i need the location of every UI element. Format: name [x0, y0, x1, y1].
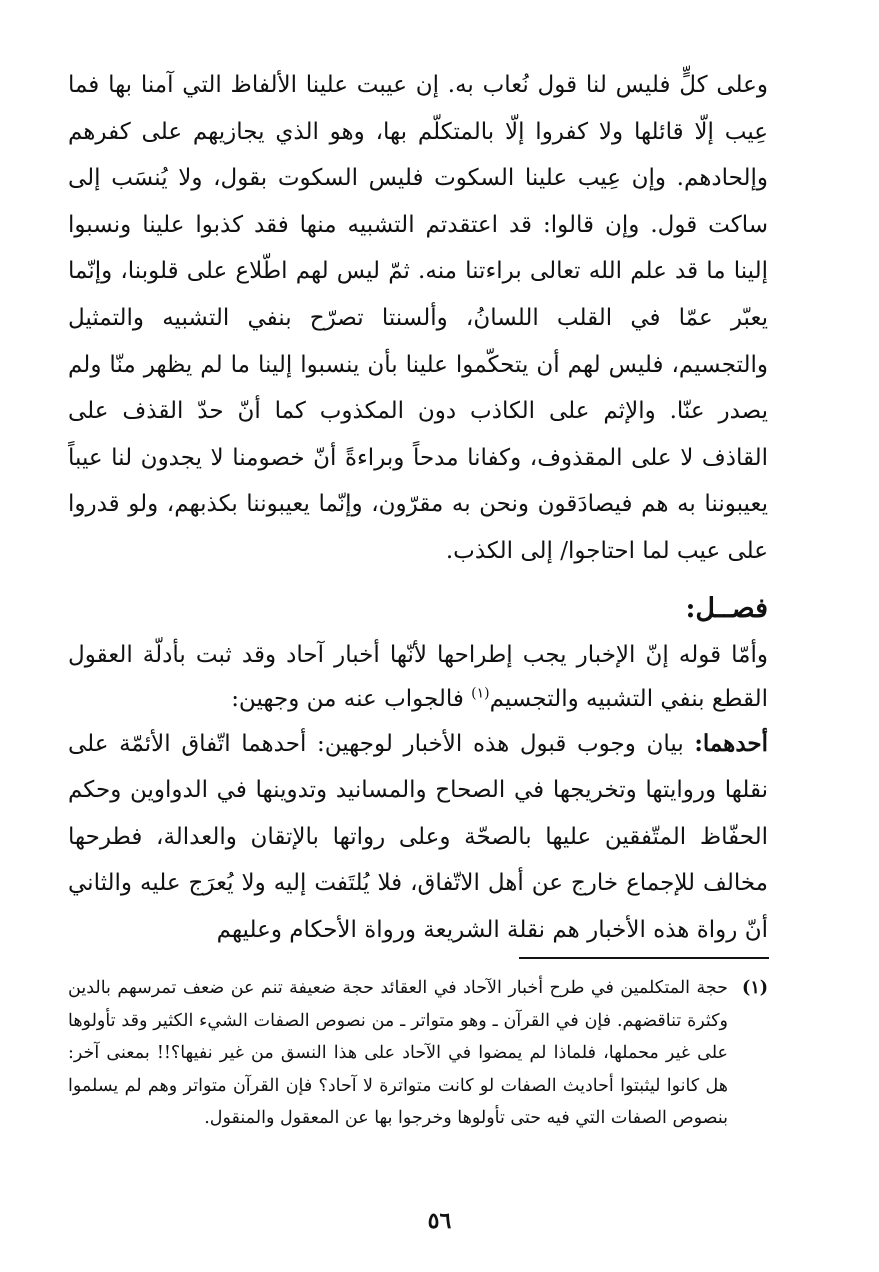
first-point-text: بيان وجوب قبول هذه الأخبار لوجهين: أحدهما اتّفاق الأئمّة على نقلها وروايتها وتخريجها في الصحاح والمسانيد وتدوينها في الدواوين وحكم الحفّاظ المتّفقين عليها بالصحّة وعلى رواتها بالإتقان والعدالة، فطرحها مخالف للإجماع خارج عن أهل الاتّفاق، فلا يُلتَفت إليه ولا يُعرَج عليه والثاني أنّ رواة هذه الأخبار هم نقلة الشريعة ورواة الأحكام وعليهم: [68, 730, 768, 943]
footnotes: [68, 972, 768, 1135]
section-intro-paragraph: [68, 633, 768, 721]
section-intro-text: وأمّا قوله إنّ الإخبار يجب إطراحها لأنّها أخبار آحاد وقد ثبت بأدلّة العقول القطع بنفي التشبيه والتجسيم: [68, 641, 768, 712]
section-intro-answer: فالجواب عنه من وجهين:: [231, 685, 472, 712]
footnote-divider: [519, 957, 769, 959]
paragraph-1: وعلى كلٍّ فليس لنا قول نُعاب به. إن عيبت علينا الألفاظ التي آمنا بها فما عِيب إلّا قائلها ولا كفروا إلّا بالمتكلّم بها، وهو الذي يجازيهم على كفرهم وإلحادهم. وإن عِيب علينا السكوت فليس السكوت بقول، ولا يُنسَب إلى ساكت قول. وإن قالوا: قد اعتقدتم التشبيه منها فقد كذبوا علينا ونسبوا إلينا ما قد علم الله تعالى براءتنا منه. ثمّ ليس لهم اطّلاع على قلوبنا، وإنّما يعبّر عمّا في القلب اللسانُ، وألسنتا تصرّح بنفي التشبيه والتمثيل والتجسيم، فليس لهم أن يتحكّموا علينا بأن ينسبوا إلينا ما لم يظهر منّا ولم يصدر عنّا. والإثم على الكاذب دون المكذوب كما أنّ حدّ القذف على القاذف لا على المقذوف، وكفانا مدحاً وبراءةً أنّ خصومنا لا يجدون لنا عيباً يعيبوننا به هم فيصادَقون ونحن به مقرّون، وإنّما يعيبوننا بكذبهم، ولو قدروا على عيب لما احتاجوا/ إلى الكذب.: [68, 72, 768, 564]
footnote-text: حجة المتكلمين في طرح أخبار الآحاد في العقائد حجة ضعيفة تنم عن ضعف تمرسهم بالدين وكثرة تناقضهم. فإن في القرآن ـ وهو متواتر ـ من نصوص الصفات الشيء الكثير وقد تأولوها على غير محملها، فلماذا لم يمضوا في الآحاد على هذا النسق من غير نفيها؟!! بمعنى آخر: هل كانوا ليثبتوا أحاديث الصفات لو كانت متواترة لا آحاد؟ فإن القرآن متواتر وهم لم يسلموا بنصوص الصفات التي فيه حتى تأولوها وخرجوا بها عن المعقول والمنقول.: [68, 978, 728, 1128]
footnote-1: [68, 972, 768, 1135]
main-text-block: [68, 62, 768, 954]
first-point-paragraph: [68, 721, 768, 954]
page-number: ٥٦: [427, 1208, 452, 1234]
footnote-number: (١): [742, 978, 768, 998]
section-heading: فصــل:: [685, 592, 768, 624]
footnote-reference[interactable]: (١): [471, 684, 490, 701]
first-point-lead: أحدهما:: [694, 729, 768, 757]
body-text: [68, 62, 768, 954]
